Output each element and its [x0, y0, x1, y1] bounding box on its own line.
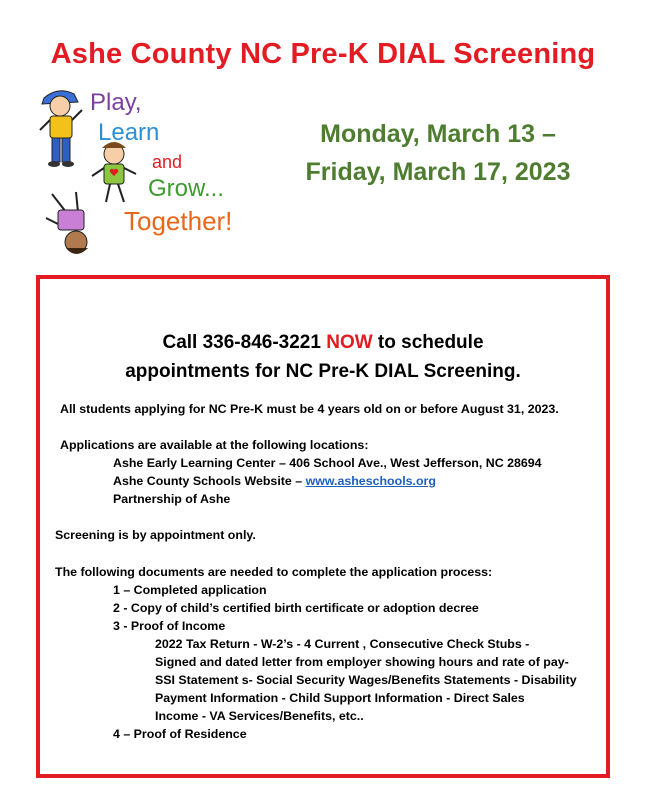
girl-figure — [92, 142, 136, 202]
logo-word-and: and — [152, 152, 183, 172]
call-schedule-text: to schedule — [372, 332, 484, 353]
location-website-label: Ashe County Schools Website – — [113, 474, 306, 488]
document-item-application: 1 – Completed application — [113, 583, 267, 597]
boy-figure — [40, 91, 82, 167]
documents-heading: The following documents are needed to complete the application process: — [55, 565, 493, 579]
document-item-birth-certificate: 2 - Copy of child’s certified birth certificate or adoption decree — [113, 601, 479, 615]
logo-word-play: Play, — [90, 89, 142, 116]
income-detail-line: 2022 Tax Return - W-2’s - 4 Current , Consecutive Check Stubs - — [155, 637, 530, 651]
income-detail-line: Payment Information - Child Support Information - Direct Sales — [155, 691, 525, 705]
call-line-1 — [40, 328, 606, 357]
asheschools-link[interactable]: www.asheschools.org — [305, 474, 436, 488]
tumbling-child-figure — [46, 192, 88, 254]
info-box — [36, 275, 610, 778]
document-item-proof-of-income: 3 - Proof of Income — [113, 619, 226, 633]
call-to-action — [40, 328, 606, 386]
play-learn-grow-logo — [32, 84, 264, 266]
call-now-emphasis: NOW — [326, 332, 373, 353]
location-early-learning-center: Ashe Early Learning Center – 406 School Ave., West Jefferson, NC 28694 — [113, 456, 542, 470]
income-detail-line: Income - VA Services/Benefits, etc.. — [155, 709, 364, 723]
call-phone-text: Call 336-846-3221 — [162, 332, 327, 353]
call-line-2: appointments for NC Pre-K DIAL Screening. — [125, 361, 521, 382]
screening-dates — [268, 115, 608, 191]
income-detail-line: SSI Statement s- Social Security Wages/Benefits Statements - Disability — [155, 673, 577, 687]
income-detail-line: Signed and dated letter from employer showing hours and rate of pay- — [155, 655, 569, 669]
logo-word-grow: Grow... — [148, 175, 225, 202]
document-item-proof-of-residence: 4 – Proof of Residence — [113, 727, 247, 741]
age-requirement: All students applying for NC Pre-K must be 4 years old on or before August 31, 2023. — [60, 402, 559, 416]
date-line-start: Monday, March 13 – — [320, 120, 556, 148]
date-line-end: Friday, March 17, 2023 — [305, 158, 571, 186]
location-partnership: Partnership of Ashe — [113, 492, 231, 506]
appointment-note: Screening is by appointment only. — [55, 528, 256, 542]
logo-word-together: Together! — [124, 206, 233, 236]
location-schools-website — [113, 472, 436, 490]
page-title: Ashe County NC Pre-K DIAL Screening — [50, 38, 596, 70]
logo-word-learn: Learn — [98, 119, 160, 146]
applications-heading: Applications are available at the following locations: — [60, 438, 369, 452]
